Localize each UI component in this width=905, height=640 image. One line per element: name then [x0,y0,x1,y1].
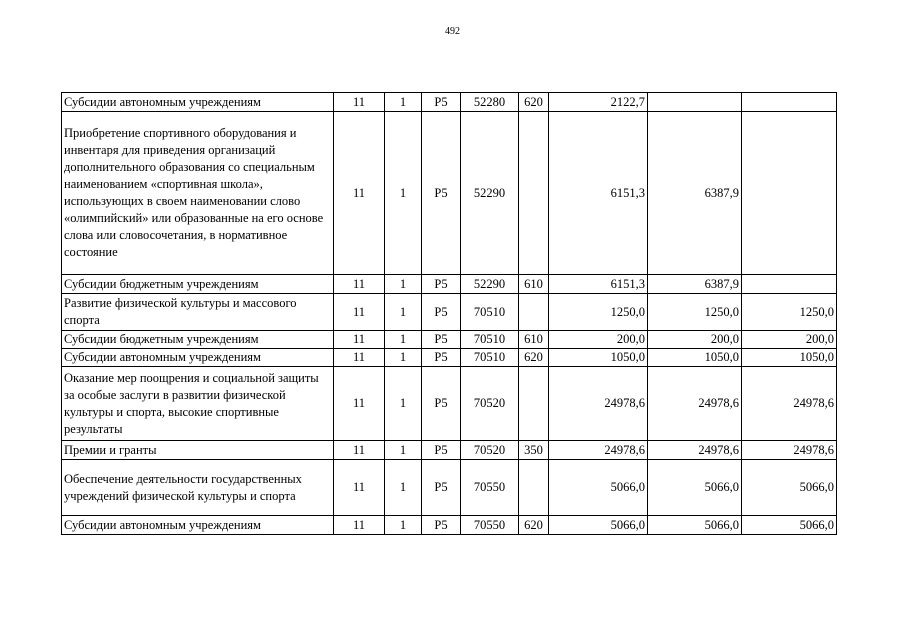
subsection-code: 1 [385,294,422,331]
row-name: Премии и гранты [62,441,334,460]
row-name: Приобретение спортивного оборудования и инвентаря для приведения организаций дополнительного образования со специальным наименованием «спортивная школа», использующих в своем наименовании слово «олимпийский» или образованные на его основе слова или словосочетания, в нормативное состояние [62,112,334,275]
target-code: 70550 [461,516,519,535]
target-code: 70550 [461,460,519,516]
section-code: 11 [334,294,385,331]
expense-type [519,460,549,516]
subsection-code: 1 [385,93,422,112]
expense-type: 610 [519,275,549,294]
amount-year3: 24978,6 [742,441,837,460]
table-row [62,294,837,331]
amount-year2 [648,93,742,112]
amount-year3 [742,112,837,275]
section-code: 11 [334,441,385,460]
expense-type: 620 [519,516,549,535]
target-code: 70520 [461,367,519,441]
program-code: Р5 [422,441,461,460]
subsection-code: 1 [385,112,422,275]
expense-type: 620 [519,349,549,367]
subsection-code: 1 [385,516,422,535]
amount-year2: 200,0 [648,331,742,349]
page-number: 492 [445,26,460,37]
amount-year2: 5066,0 [648,516,742,535]
subsection-code: 1 [385,349,422,367]
table-row [62,112,837,275]
program-code: Р5 [422,331,461,349]
target-code: 52280 [461,93,519,112]
expense-type [519,367,549,441]
amount-year1: 6151,3 [549,275,648,294]
table-row [62,441,837,460]
table-row [62,516,837,535]
amount-year3: 5066,0 [742,516,837,535]
subsection-code: 1 [385,441,422,460]
program-code: Р5 [422,367,461,441]
amount-year2: 6387,9 [648,275,742,294]
amount-year1: 5066,0 [549,460,648,516]
amount-year3: 1050,0 [742,349,837,367]
row-name: Субсидии автономным учреждениям [62,349,334,367]
amount-year1: 6151,3 [549,112,648,275]
target-code: 70520 [461,441,519,460]
budget-table [61,92,837,535]
row-name: Субсидии бюджетным учреждениям [62,331,334,349]
expense-type: 350 [519,441,549,460]
table-row [62,349,837,367]
section-code: 11 [334,349,385,367]
target-code: 70510 [461,331,519,349]
amount-year3: 5066,0 [742,460,837,516]
subsection-code: 1 [385,331,422,349]
program-code: Р5 [422,460,461,516]
program-code: Р5 [422,93,461,112]
subsection-code: 1 [385,460,422,516]
target-code: 52290 [461,275,519,294]
table-row [62,331,837,349]
amount-year2: 1050,0 [648,349,742,367]
amount-year3: 24978,6 [742,367,837,441]
row-name: Субсидии автономным учреждениям [62,93,334,112]
target-code: 70510 [461,294,519,331]
expense-type [519,294,549,331]
table-row [62,367,837,441]
section-code: 11 [334,112,385,275]
row-name: Оказание мер поощрения и социальной защиты за особые заслуги в развитии физической культуры и спорта, высокие спортивные результаты [62,367,334,441]
amount-year3: 1250,0 [742,294,837,331]
amount-year2: 24978,6 [648,367,742,441]
expense-type [519,112,549,275]
amount-year3: 200,0 [742,331,837,349]
subsection-code: 1 [385,275,422,294]
amount-year1: 200,0 [549,331,648,349]
row-name: Субсидии автономным учреждениям [62,516,334,535]
row-name: Развитие физической культуры и массового спорта [62,294,334,331]
subsection-code: 1 [385,367,422,441]
amount-year1: 1250,0 [549,294,648,331]
table-row [62,460,837,516]
amount-year2: 5066,0 [648,460,742,516]
section-code: 11 [334,93,385,112]
row-name: Субсидии бюджетным учреждениям [62,275,334,294]
amount-year1: 5066,0 [549,516,648,535]
amount-year1: 24978,6 [549,441,648,460]
program-code: Р5 [422,275,461,294]
amount-year2: 24978,6 [648,441,742,460]
section-code: 11 [334,275,385,294]
amount-year2: 6387,9 [648,112,742,275]
expense-type: 620 [519,93,549,112]
program-code: Р5 [422,294,461,331]
program-code: Р5 [422,516,461,535]
program-code: Р5 [422,349,461,367]
amount-year3 [742,275,837,294]
amount-year3 [742,93,837,112]
amount-year1: 1050,0 [549,349,648,367]
program-code: Р5 [422,112,461,275]
table-row [62,93,837,112]
amount-year2: 1250,0 [648,294,742,331]
target-code: 70510 [461,349,519,367]
row-name: Обеспечение деятельности государственных учреждений физической культуры и спорта [62,460,334,516]
amount-year1: 24978,6 [549,367,648,441]
section-code: 11 [334,331,385,349]
table-row [62,275,837,294]
section-code: 11 [334,367,385,441]
section-code: 11 [334,516,385,535]
expense-type: 610 [519,331,549,349]
target-code: 52290 [461,112,519,275]
amount-year1: 2122,7 [549,93,648,112]
section-code: 11 [334,460,385,516]
